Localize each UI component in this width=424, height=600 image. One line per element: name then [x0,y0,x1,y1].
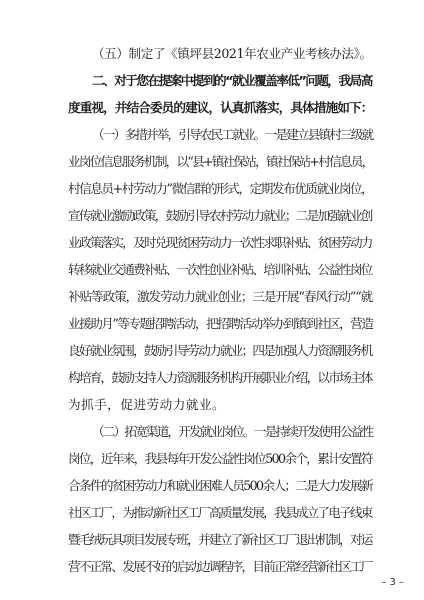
text-line: 暨毛绒玩具项目发展专班，并建立了新社区工厂退出机制，对运 [68,532,372,547]
text-line: （五）制定了《镇坪县2021年农业产业考核办法》。 [92,46,372,61]
text-line: 业政策落实，及时兑现贫困劳动力一次性求职补贴、贫困劳动力 [68,235,372,250]
text-line: 良好就业氛围，鼓励引导劳动力就业；四是加强人力资源服务机 [68,343,372,358]
text-line: （二）拓宽渠道，开发就业岗位。一是持续开发使用公益性 [92,424,373,439]
section-heading-line: 度重视，并结合委员的建议，认真抓落实，具体措施如下： [68,100,373,115]
text-line: 业援助月”等专题招聘活动，把招聘活动举办到镇到社区，营造 [68,316,373,331]
page-number: – 3 – [381,577,404,588]
text-line: 营不正常、发展不好的启动边调程序，目前正常经营新社区工厂 [68,559,372,574]
text-line: 转移就业交通费补贴、一次性创业补贴、培训补贴、公益性岗位 [68,262,372,277]
text-line: 业岗位信息服务机制，以“县+镇社保站，镇社保站+村信息员， [68,154,373,169]
text-line: 宣传就业激励政策，鼓励引导农村劳动力就业；二是加强就业创 [68,208,372,223]
text-line: 社区工厂，为推动新社区工厂高质量发展，我县成立了电子线束 [68,505,372,520]
text-line: 为抓手，促进劳动力就业。 [68,397,226,412]
text-line: 村信息员+村劳动力”微信群的形式，定期发布优质就业岗位， [68,181,373,196]
text-line: 补贴等政策，激发劳动力就业创业；三是开展“春风行动”“就 [68,289,373,304]
section-heading-line: 二、对于您在提案中提到的“就业覆盖率低”问题，我局高 [92,73,372,88]
text-line: （一）多措并举，引导农民工就业。一是建立县镇村三级就 [92,127,373,142]
text-line: 岗位，近年来，我县每年开发公益性岗位500余个，累计安置符 [68,451,372,466]
text-line: 合条件的贫困劳动力和就业困难人员500余人；二是大力发展新 [68,478,372,493]
text-line: 构培育，鼓励支持人力资源服务机构开展职业介绍，以市场主体 [68,370,372,385]
